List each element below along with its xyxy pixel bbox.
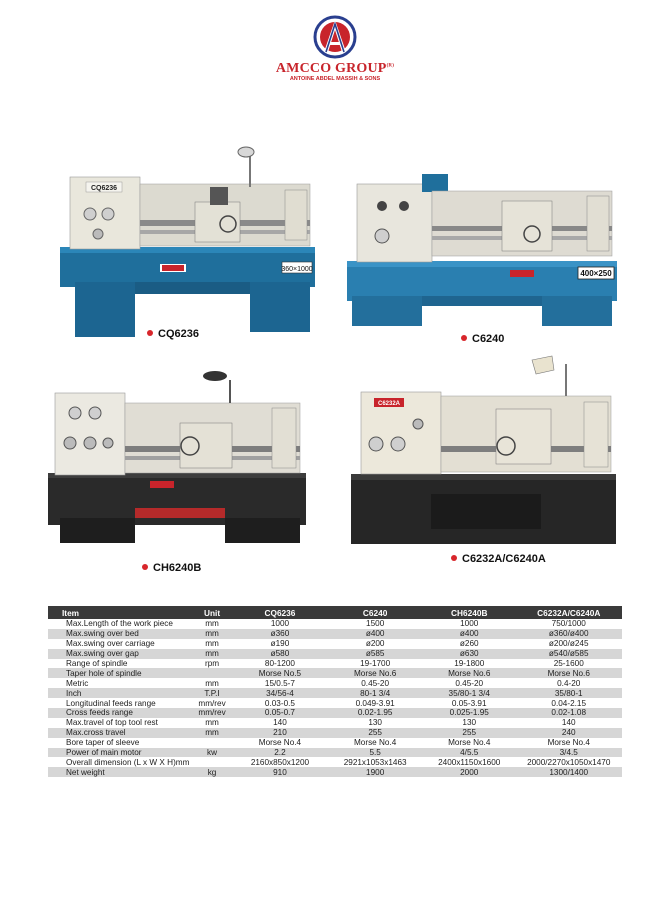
spec-item-cell: Max.swing over bed — [48, 629, 191, 639]
spec-value-cell: ø360 — [233, 629, 328, 639]
spec-value-cell: 210 — [233, 728, 328, 738]
spec-value-cell: 2000 — [423, 767, 515, 777]
spec-item-cell: Overall dimension (L x W X H)mm — [48, 757, 191, 767]
spec-value-cell: mm — [191, 649, 232, 659]
spec-item-cell: Inch — [48, 688, 191, 698]
spec-value-cell: 910 — [233, 767, 328, 777]
spec-item-cell: Max.swing over gap — [48, 649, 191, 659]
table-row — [48, 639, 622, 649]
header-c6240: C6240 — [327, 606, 423, 619]
table-row — [48, 659, 622, 669]
caption-cq6236: CQ6236 — [147, 328, 199, 340]
spec-value-cell: 2.2 — [233, 748, 328, 758]
spec-value-cell: 0.4-20 — [515, 678, 622, 688]
spec-item-cell: Max.travel of top tool rest — [48, 718, 191, 728]
table-row — [48, 738, 622, 748]
table-row — [48, 757, 622, 767]
spec-item-cell: Bore taper of sleeve — [48, 738, 191, 748]
spec-value-cell: 35/80-1 3/4 — [423, 688, 515, 698]
table-row — [48, 767, 622, 777]
table-row — [48, 678, 622, 688]
spec-value-cell: ø400 — [327, 629, 423, 639]
spec-value-cell: ø260 — [423, 639, 515, 649]
spec-value-cell: 0.05-0.7 — [233, 708, 328, 718]
spec-value-cell: 80-1200 — [233, 659, 328, 669]
spec-item-cell: Metric — [48, 678, 191, 688]
spec-value-cell: 0.03-0.5 — [233, 698, 328, 708]
spec-value-cell: 2400x1150x1600 — [423, 757, 515, 767]
spec-value-cell: 2000/2270x1050x1470 — [515, 757, 622, 767]
caption-ch6240b: CH6240B — [142, 562, 201, 574]
spec-value-cell: ø400 — [423, 629, 515, 639]
spec-value-cell: ø200 — [327, 639, 423, 649]
spec-value-cell: 240 — [515, 728, 622, 738]
spec-value-cell: 2160x850x1200 — [233, 757, 328, 767]
spec-value-cell: 1000 — [233, 619, 328, 629]
spec-value-cell: Morse No.6 — [423, 668, 515, 678]
spec-value-cell: mm — [191, 678, 232, 688]
spec-value-cell: 140 — [515, 718, 622, 728]
spec-item-cell: Max.swing over carriage — [48, 639, 191, 649]
specification-table — [48, 606, 622, 777]
spec-value-cell — [191, 668, 232, 678]
spec-value-cell: 19-1700 — [327, 659, 423, 669]
spec-item-cell: Taper hole of spindle — [48, 668, 191, 678]
spec-value-cell: 130 — [423, 718, 515, 728]
lathe-image-cq6236 — [50, 142, 325, 340]
header-item: Item — [48, 606, 191, 619]
spec-value-cell: mm — [191, 629, 232, 639]
spec-value-cell: 0.025-1.95 — [423, 708, 515, 718]
lathe-image-ch6240b — [40, 368, 316, 548]
table-row — [48, 728, 622, 738]
spec-value-cell: Morse No.5 — [233, 668, 328, 678]
spec-value-cell: ø580 — [233, 649, 328, 659]
red-dot-icon — [451, 555, 457, 561]
spec-item-cell: Longitudinal feeds range — [48, 698, 191, 708]
spec-item-cell: Max.cross travel — [48, 728, 191, 738]
red-dot-icon — [142, 564, 148, 570]
panel-label-cq6236: CQ6236 — [90, 185, 118, 192]
logo-emblem-icon — [312, 14, 358, 60]
spec-item-cell: Cross feeds range — [48, 708, 191, 718]
spec-value-cell: 1000 — [423, 619, 515, 629]
header-ch6240b: CH6240B — [423, 606, 515, 619]
spec-value-cell: ø540/ø585 — [515, 649, 622, 659]
table-row — [48, 688, 622, 698]
spec-value-cell: Morse No.6 — [327, 668, 423, 678]
table-row — [48, 748, 622, 758]
spec-value-cell: 0.05-3.91 — [423, 698, 515, 708]
spec-value-cell: 1500 — [327, 619, 423, 629]
table-row — [48, 698, 622, 708]
spec-value-cell: mm/rev — [191, 698, 232, 708]
table-row — [48, 629, 622, 639]
lathe-image-c6232a-c6240a — [346, 354, 622, 550]
spec-value-cell: 34/56-4 — [233, 688, 328, 698]
spec-value-cell: 255 — [327, 728, 423, 738]
spec-value-cell: 140 — [233, 718, 328, 728]
table-body — [48, 619, 622, 777]
spec-value-cell: 0.04-2.15 — [515, 698, 622, 708]
spec-item-cell: Max.Length of the work piece — [48, 619, 191, 629]
spec-value-cell: 0.45-20 — [327, 678, 423, 688]
spec-value-cell: kg — [191, 767, 232, 777]
spec-value-cell: 1900 — [327, 767, 423, 777]
spec-value-cell: 0.049-3.91 — [327, 698, 423, 708]
spec-value-cell: mm — [191, 619, 232, 629]
spec-value-cell: 19-1800 — [423, 659, 515, 669]
spec-value-cell: 0.02-1.95 — [327, 708, 423, 718]
spec-value-cell: T.P.I — [191, 688, 232, 698]
spec-value-cell: 0.45-20 — [423, 678, 515, 688]
spec-value-cell: 3/4.5 — [515, 748, 622, 758]
caption-c6232a-c6240a: C6232A/C6240A — [451, 553, 546, 565]
spec-item-cell: Range of spindle — [48, 659, 191, 669]
spec-value-cell: 35/80-1 — [515, 688, 622, 698]
spec-value-cell: kw — [191, 748, 232, 758]
spec-value-cell: ø360/ø400 — [515, 629, 622, 639]
table-row — [48, 649, 622, 659]
spec-value-cell: ø630 — [423, 649, 515, 659]
header-cq6236: CQ6236 — [233, 606, 328, 619]
spec-value-cell: 2921x1053x1463 — [327, 757, 423, 767]
spec-value-cell: Morse No.4 — [327, 738, 423, 748]
spec-value-cell: Morse No.4 — [515, 738, 622, 748]
spec-value-cell: Morse No.6 — [515, 668, 622, 678]
table-row — [48, 718, 622, 728]
company-logo — [270, 14, 400, 94]
spec-value-cell: 255 — [423, 728, 515, 738]
spec-value-cell: 80-1 3/4 — [327, 688, 423, 698]
spec-value-cell: mm/rev — [191, 708, 232, 718]
size-plate-cq6236: 360×1000 — [281, 266, 313, 273]
table-row — [48, 668, 622, 678]
spec-value-cell: 4/5.5 — [423, 748, 515, 758]
spec-value-cell: 5.5 — [327, 748, 423, 758]
spec-value-cell — [191, 738, 232, 748]
spec-value-cell: ø200/ø245 — [515, 639, 622, 649]
table-row — [48, 619, 622, 629]
caption-c6240: C6240 — [461, 333, 504, 345]
spec-value-cell: rpm — [191, 659, 232, 669]
spec-value-cell: 750/1000 — [515, 619, 622, 629]
logo-name: AMCCO GROUP — [275, 61, 387, 76]
spec-value-cell: Morse No.4 — [233, 738, 328, 748]
header-unit: Unit — [191, 606, 232, 619]
spec-value-cell: Morse No.4 — [423, 738, 515, 748]
red-dot-icon — [147, 330, 153, 336]
spec-value-cell: 130 — [327, 718, 423, 728]
spec-value-cell: 0.02-1.08 — [515, 708, 622, 718]
logo-subtitle: ANTOINE ABDEL MASSIH & SONS — [289, 76, 381, 82]
table-header-row — [48, 606, 622, 619]
spec-value-cell: mm — [191, 728, 232, 738]
spec-value-cell: 1300/1400 — [515, 767, 622, 777]
spec-value-cell: mm — [191, 639, 232, 649]
panel-label-c6232a: C6232A — [377, 401, 401, 407]
spec-item-cell: Net weight — [48, 767, 191, 777]
spec-value-cell — [191, 757, 232, 767]
spec-value-cell: ø190 — [233, 639, 328, 649]
spec-value-cell: 25-1600 — [515, 659, 622, 669]
table-row — [48, 708, 622, 718]
size-plate-c6240: 400×250 — [580, 269, 612, 278]
red-dot-icon — [461, 335, 467, 341]
spec-value-cell: 15/0.5-7 — [233, 678, 328, 688]
spec-item-cell: Power of main motor — [48, 748, 191, 758]
spec-value-cell: mm — [191, 718, 232, 728]
logo-suffix: (R) — [386, 63, 395, 69]
lathe-image-c6240 — [342, 166, 624, 329]
header-c6232a-c6240a: C6232A/C6240A — [515, 606, 622, 619]
spec-value-cell: ø585 — [327, 649, 423, 659]
